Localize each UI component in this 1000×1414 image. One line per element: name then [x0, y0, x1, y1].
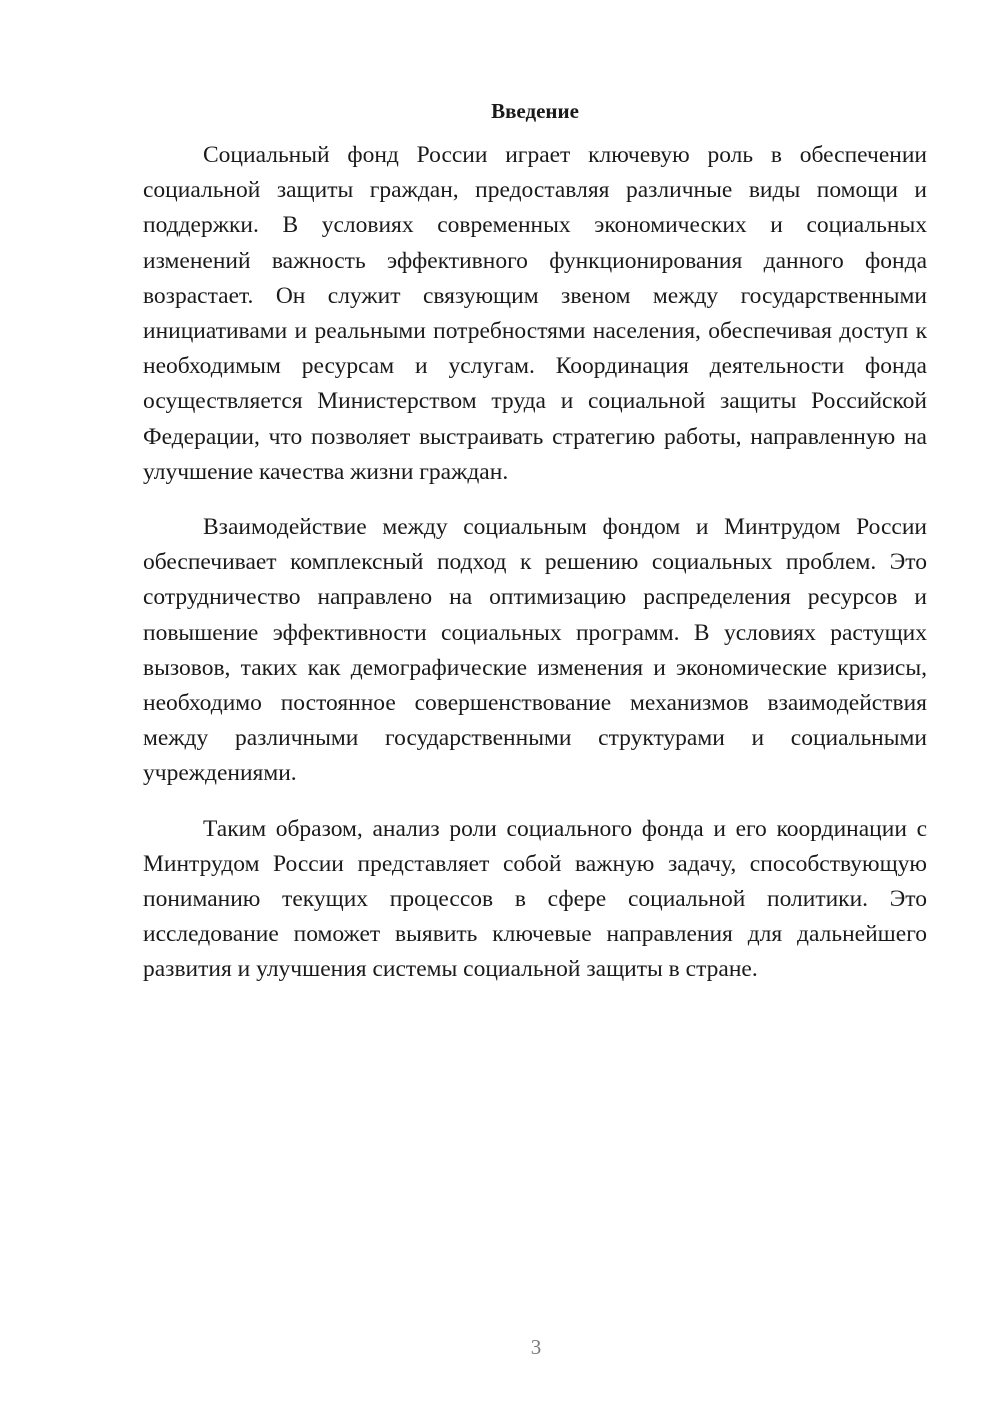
section-heading: Введение — [491, 99, 579, 123]
paragraph-2: Взаимодействие между социальным фондом и Минтрудом России обеспечивает комплексный подход к решению социальных проблем. Это сотрудничество направлено на оптимизацию распределения ресурсов и повышение эффективности социальных программ. В условиях растущих вызовов, таких как демографические изменения и экономические кризисы, необходимо постоянное совершенствование механизмов взаимодействия между различными государственными структурами и социальными учреждениями. — [143, 514, 927, 787]
paragraph-3: Таким образом, анализ роли социального фонда и его координации с Минтрудом России представляет собой важную задачу, способствующую пониманию текущих процессов в сфере социальной политики. Это исследование поможет выявить ключевые направления для дальнейшего развития и улучшения системы социальной защиты в стране. — [143, 815, 927, 983]
paragraph-1: Социальный фонд России играет ключевую роль в обеспечении социальной защиты граждан, предоставляя различные виды помощи и поддержки. В условиях современных экономических и социальных изменений важность эффективного функционирования данного фонда возрастает. Он служит связующим звеном между государственными инициативами и реальными потребностями населения, обеспечивая доступ к необходимым ресурсам и услугам. Координация деятельности фонда осуществляется Министерством труда и социальной защиты Российской Федерации, что позволяет выстраивать стратегию работы, направленную на улучшение качества жизни граждан. — [143, 142, 927, 485]
document-body — [143, 96, 927, 988]
page-number: 3 — [530, 1335, 542, 1359]
